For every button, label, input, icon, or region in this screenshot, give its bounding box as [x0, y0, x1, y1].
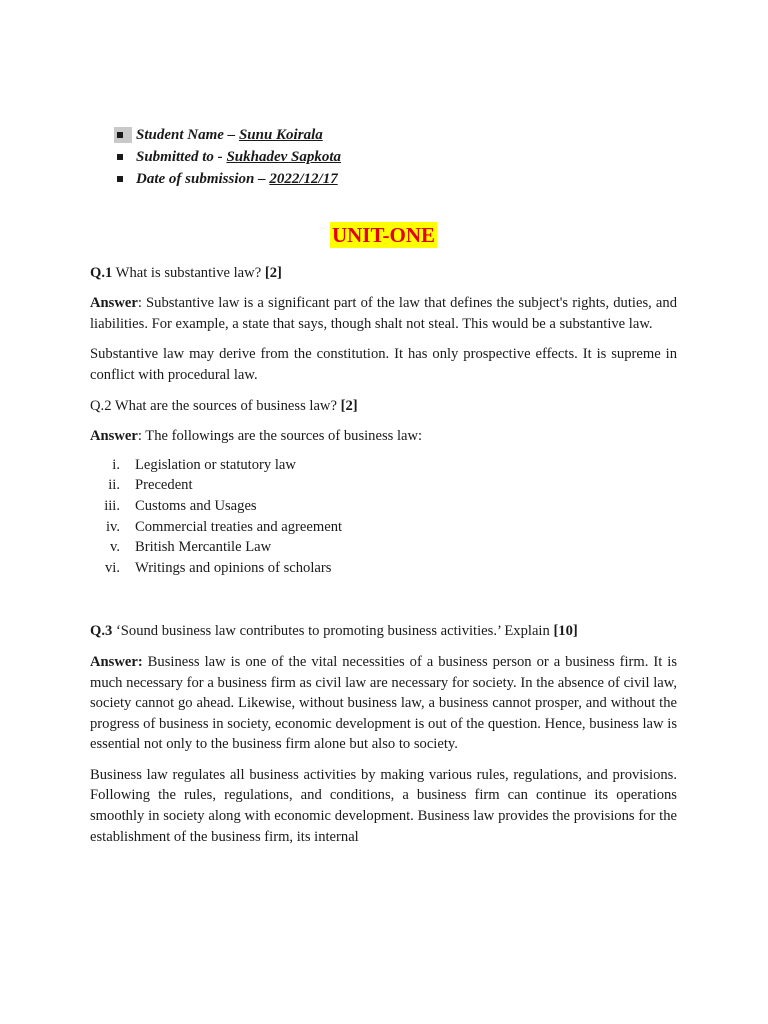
list-number: v.: [110, 539, 120, 556]
question-number: Q.3: [90, 623, 113, 640]
meta-student-name: [114, 124, 677, 146]
meta-value: Sukhadev Sapkota: [226, 149, 342, 165]
answer-text: : Substantive law is a significant part of the law that defines the subject's rights, duties, and liabilities. For example, a state that says, though shalt not steal. This would be a substantive law.: [90, 295, 677, 332]
list-number: iii.: [104, 497, 120, 514]
answer-label: Answer: [90, 428, 138, 445]
question-text: What is substantive law?: [112, 264, 265, 281]
meta-value: Sunu Koirala: [238, 127, 323, 143]
answer-3-paragraph-2: Business law regulates all business activities by making various rules, regulations, and provisions. Following the rules, regulations, and conditions, a business firm can continue its operations smoothly in society along with economic development. Business law provides the provisions for the establishment of the business firm, its internal: [90, 766, 677, 845]
list-text: Customs and Usages: [135, 497, 257, 514]
list-number: vi.: [105, 559, 120, 576]
list-text: Legislation or statutory law: [135, 456, 296, 473]
answer-2: [90, 426, 677, 447]
meta-label: Date of submission –: [136, 171, 270, 187]
answer-label: Answer: [90, 295, 138, 312]
meta-date: [114, 168, 677, 190]
meta-label: Submitted to -: [136, 149, 227, 165]
unit-title: UNIT-ONE: [331, 223, 436, 247]
question-1: [90, 263, 677, 284]
list-text: Commercial treaties and agreement: [135, 518, 343, 535]
list-item: [90, 496, 677, 517]
list-number: ii.: [108, 477, 120, 494]
list-text: Precedent: [135, 477, 193, 494]
question-text: ‘Sound business law contributes to promoting business activities.’ Explain: [112, 623, 554, 640]
list-item: [90, 517, 677, 538]
square-bullet-icon: [117, 154, 123, 160]
question-marks: [10]: [553, 623, 578, 640]
question-marks: [2]: [264, 264, 282, 281]
answer-text: : The followings are the sources of business law:: [137, 428, 423, 445]
meta-label: Student Name –: [136, 127, 239, 143]
list-number: i.: [112, 456, 120, 473]
unit-heading: [90, 222, 677, 249]
answer-1-paragraph-2: Substantive law may derive from the constitution. It has only prospective effects. It is supreme in conflict with procedural law.: [90, 346, 677, 383]
answer-text: Business law is one of the vital necessities of a business person or a business firm. It is much necessary for a business firm as civil law are necessary for society. In the absence of civil law, society cannot go ahead. Likewise, without business law, a business cannot prosper, and without the progress of business in society, economic development is out of the question. Hence, business law is essential not only to the business firm alone but also to society.: [90, 653, 677, 753]
answer-label: Answer:: [90, 653, 143, 670]
question-marks: [2]: [340, 397, 358, 414]
list-text: British Mercantile Law: [135, 539, 272, 556]
meta-value: 2022/12/17: [269, 171, 338, 187]
list-number: iv.: [105, 518, 120, 535]
meta-submitted-to: [114, 146, 677, 168]
list-item: [90, 537, 677, 558]
answer-3: [90, 652, 677, 755]
question-2: [90, 396, 677, 417]
list-item: [90, 455, 677, 476]
list-text: Writings and opinions of scholars: [135, 559, 332, 576]
question-number: Q.1: [90, 264, 113, 281]
question-3: [90, 621, 677, 642]
list-item: [90, 558, 677, 579]
question-text: Q.2 What are the sources of business law?: [90, 397, 341, 414]
document-body: [90, 124, 677, 847]
sources-list: [90, 455, 677, 579]
list-item: [90, 475, 677, 496]
submission-details: [114, 124, 677, 190]
answer-1: [90, 293, 677, 334]
square-bullet-icon: [117, 132, 123, 138]
square-bullet-icon: [117, 176, 123, 182]
